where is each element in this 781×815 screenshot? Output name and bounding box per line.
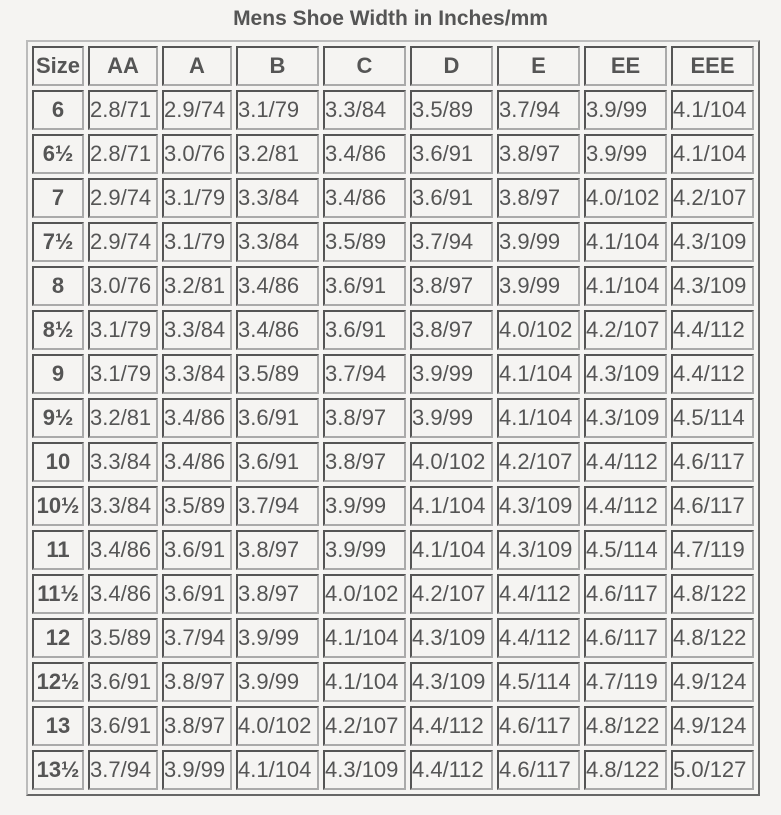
width-cell: 3.9/99 xyxy=(236,618,319,658)
table-row xyxy=(32,442,754,482)
width-cell: 2.8/71 xyxy=(88,134,158,174)
size-cell: 9½ xyxy=(32,398,84,438)
width-cell: 3.9/99 xyxy=(410,354,493,394)
width-cell: 5.0/127 xyxy=(671,750,754,790)
width-cell: 4.1/104 xyxy=(671,134,754,174)
width-cell: 4.5/114 xyxy=(584,530,667,570)
width-cell: 2.9/74 xyxy=(88,178,158,218)
width-cell: 3.6/91 xyxy=(323,266,406,306)
column-header-d: D xyxy=(410,46,493,86)
width-cell: 3.8/97 xyxy=(323,442,406,482)
table-row xyxy=(32,178,754,218)
width-cell: 3.6/91 xyxy=(236,398,319,438)
column-header-eee: EEE xyxy=(671,46,754,86)
width-cell: 4.0/102 xyxy=(410,442,493,482)
size-cell: 6½ xyxy=(32,134,84,174)
width-cell: 3.1/79 xyxy=(88,310,158,350)
width-cell: 3.5/89 xyxy=(88,618,158,658)
width-cell: 4.6/117 xyxy=(671,486,754,526)
table-row xyxy=(32,750,754,790)
size-cell: 9 xyxy=(32,354,84,394)
width-cell: 3.4/86 xyxy=(323,178,406,218)
width-cell: 2.8/71 xyxy=(88,90,158,130)
width-cell: 4.3/109 xyxy=(671,266,754,306)
width-cell: 4.3/109 xyxy=(584,398,667,438)
width-cell: 4.4/112 xyxy=(584,442,667,482)
width-cell: 3.7/94 xyxy=(162,618,232,658)
size-cell: 10½ xyxy=(32,486,84,526)
size-cell: 12½ xyxy=(32,662,84,702)
width-cell: 3.8/97 xyxy=(410,310,493,350)
width-cell: 3.6/91 xyxy=(162,530,232,570)
width-cell: 4.4/112 xyxy=(497,618,580,658)
width-cell: 2.9/74 xyxy=(162,90,232,130)
width-cell: 3.9/99 xyxy=(323,486,406,526)
width-cell: 3.3/84 xyxy=(236,178,319,218)
width-cell: 4.4/112 xyxy=(410,750,493,790)
width-cell: 4.3/109 xyxy=(410,662,493,702)
table-row xyxy=(32,90,754,130)
size-cell: 11½ xyxy=(32,574,84,614)
width-cell: 3.3/84 xyxy=(323,90,406,130)
table-row xyxy=(32,574,754,614)
width-cell: 3.6/91 xyxy=(88,662,158,702)
table-row xyxy=(32,134,754,174)
width-cell: 4.4/112 xyxy=(584,486,667,526)
width-cell: 3.9/99 xyxy=(323,530,406,570)
width-cell: 3.6/91 xyxy=(410,134,493,174)
size-cell: 10 xyxy=(32,442,84,482)
width-cell: 3.6/91 xyxy=(236,442,319,482)
width-cell: 3.1/79 xyxy=(88,354,158,394)
width-cell: 3.8/97 xyxy=(162,706,232,746)
width-cell: 4.1/104 xyxy=(410,486,493,526)
width-cell: 3.4/86 xyxy=(323,134,406,174)
size-cell: 13 xyxy=(32,706,84,746)
width-cell: 3.8/97 xyxy=(410,266,493,306)
width-cell: 4.3/109 xyxy=(584,354,667,394)
width-cell: 4.7/119 xyxy=(671,530,754,570)
width-cell: 3.9/99 xyxy=(162,750,232,790)
width-cell: 3.3/84 xyxy=(88,486,158,526)
width-cell: 4.6/117 xyxy=(584,618,667,658)
width-cell: 4.0/102 xyxy=(497,310,580,350)
width-cell: 4.1/104 xyxy=(410,530,493,570)
column-header-b: B xyxy=(236,46,319,86)
width-cell: 4.4/112 xyxy=(671,310,754,350)
width-cell: 3.1/79 xyxy=(162,178,232,218)
width-cell: 4.2/107 xyxy=(584,310,667,350)
width-cell: 4.1/104 xyxy=(671,90,754,130)
width-cell: 3.4/86 xyxy=(162,442,232,482)
width-cell: 4.3/109 xyxy=(497,486,580,526)
width-cell: 4.8/122 xyxy=(584,750,667,790)
width-cell: 3.8/97 xyxy=(497,178,580,218)
width-cell: 3.2/81 xyxy=(88,398,158,438)
width-cell: 3.4/86 xyxy=(88,574,158,614)
table-row xyxy=(32,266,754,306)
width-cell: 3.7/94 xyxy=(88,750,158,790)
width-cell: 3.7/94 xyxy=(236,486,319,526)
width-cell: 4.5/114 xyxy=(671,398,754,438)
column-header-aa: AA xyxy=(88,46,158,86)
width-cell: 4.2/107 xyxy=(410,574,493,614)
width-cell: 4.4/112 xyxy=(671,354,754,394)
width-cell: 4.0/102 xyxy=(236,706,319,746)
width-cell: 3.3/84 xyxy=(236,222,319,262)
width-cell: 3.8/97 xyxy=(162,662,232,702)
width-cell: 4.6/117 xyxy=(584,574,667,614)
width-cell: 3.1/79 xyxy=(162,222,232,262)
width-cell: 4.6/117 xyxy=(671,442,754,482)
width-cell: 3.7/94 xyxy=(497,90,580,130)
width-cell: 4.7/119 xyxy=(584,662,667,702)
width-cell: 4.1/104 xyxy=(497,354,580,394)
width-cell: 3.4/86 xyxy=(236,266,319,306)
width-cell: 3.9/99 xyxy=(497,266,580,306)
width-cell: 4.2/107 xyxy=(671,178,754,218)
width-cell: 3.3/84 xyxy=(162,354,232,394)
width-cell: 3.7/94 xyxy=(323,354,406,394)
width-cell: 3.5/89 xyxy=(236,354,319,394)
width-cell: 4.1/104 xyxy=(584,266,667,306)
width-cell: 3.8/97 xyxy=(236,574,319,614)
width-cell: 3.4/86 xyxy=(162,398,232,438)
width-cell: 3.5/89 xyxy=(323,222,406,262)
width-cell: 4.3/109 xyxy=(497,530,580,570)
width-cell: 4.6/117 xyxy=(497,750,580,790)
width-cell: 3.9/99 xyxy=(584,134,667,174)
width-cell: 2.9/74 xyxy=(88,222,158,262)
table-row xyxy=(32,398,754,438)
width-cell: 4.6/117 xyxy=(497,706,580,746)
shoe-width-table xyxy=(26,40,760,796)
width-cell: 3.9/99 xyxy=(497,222,580,262)
width-cell: 4.4/112 xyxy=(410,706,493,746)
page-title: Mens Shoe Width in Inches/mm xyxy=(233,7,548,30)
width-cell: 4.0/102 xyxy=(323,574,406,614)
width-cell: 3.8/97 xyxy=(497,134,580,174)
width-cell: 3.4/86 xyxy=(236,310,319,350)
width-cell: 4.5/114 xyxy=(497,662,580,702)
width-cell: 3.0/76 xyxy=(162,134,232,174)
width-cell: 4.3/109 xyxy=(323,750,406,790)
table-row xyxy=(32,530,754,570)
size-cell: 8 xyxy=(32,266,84,306)
width-cell: 4.1/104 xyxy=(323,662,406,702)
width-cell: 4.8/122 xyxy=(671,618,754,658)
width-cell: 4.9/124 xyxy=(671,662,754,702)
width-cell: 4.3/109 xyxy=(671,222,754,262)
width-cell: 3.0/76 xyxy=(88,266,158,306)
width-cell: 4.2/107 xyxy=(323,706,406,746)
size-cell: 11 xyxy=(32,530,84,570)
width-cell: 3.8/97 xyxy=(323,398,406,438)
table-row xyxy=(32,354,754,394)
table-row xyxy=(32,222,754,262)
width-cell: 3.7/94 xyxy=(410,222,493,262)
width-cell: 4.0/102 xyxy=(584,178,667,218)
width-cell: 3.9/99 xyxy=(584,90,667,130)
width-cell: 4.9/124 xyxy=(671,706,754,746)
width-cell: 3.2/81 xyxy=(162,266,232,306)
width-cell: 3.8/97 xyxy=(236,530,319,570)
width-cell: 3.5/89 xyxy=(410,90,493,130)
width-cell: 4.1/104 xyxy=(497,398,580,438)
width-cell: 3.3/84 xyxy=(88,442,158,482)
width-cell: 4.1/104 xyxy=(236,750,319,790)
width-cell: 4.1/104 xyxy=(584,222,667,262)
width-cell: 3.5/89 xyxy=(162,486,232,526)
column-header-a: A xyxy=(162,46,232,86)
table-row xyxy=(32,310,754,350)
size-cell: 8½ xyxy=(32,310,84,350)
column-header-size: Size xyxy=(32,46,84,86)
size-cell: 13½ xyxy=(32,750,84,790)
width-cell: 4.1/104 xyxy=(323,618,406,658)
width-cell: 3.4/86 xyxy=(88,530,158,570)
column-header-ee: EE xyxy=(584,46,667,86)
width-cell: 4.8/122 xyxy=(584,706,667,746)
width-cell: 3.6/91 xyxy=(410,178,493,218)
width-cell: 3.6/91 xyxy=(162,574,232,614)
width-cell: 4.4/112 xyxy=(497,574,580,614)
column-header-e: E xyxy=(497,46,580,86)
width-cell: 4.3/109 xyxy=(410,618,493,658)
size-cell: 12 xyxy=(32,618,84,658)
table-row xyxy=(32,618,754,658)
width-cell: 3.3/84 xyxy=(162,310,232,350)
width-cell: 3.1/79 xyxy=(236,90,319,130)
width-cell: 3.6/91 xyxy=(88,706,158,746)
column-header-c: C xyxy=(323,46,406,86)
table-row xyxy=(32,662,754,702)
table-row xyxy=(32,486,754,526)
size-cell: 6 xyxy=(32,90,84,130)
size-cell: 7½ xyxy=(32,222,84,262)
width-cell: 3.9/99 xyxy=(236,662,319,702)
table-header-row xyxy=(32,46,754,86)
width-cell: 3.6/91 xyxy=(323,310,406,350)
size-cell: 7 xyxy=(32,178,84,218)
width-cell: 4.8/122 xyxy=(671,574,754,614)
width-cell: 3.9/99 xyxy=(410,398,493,438)
table-row xyxy=(32,706,754,746)
width-cell: 4.2/107 xyxy=(497,442,580,482)
width-cell: 3.2/81 xyxy=(236,134,319,174)
